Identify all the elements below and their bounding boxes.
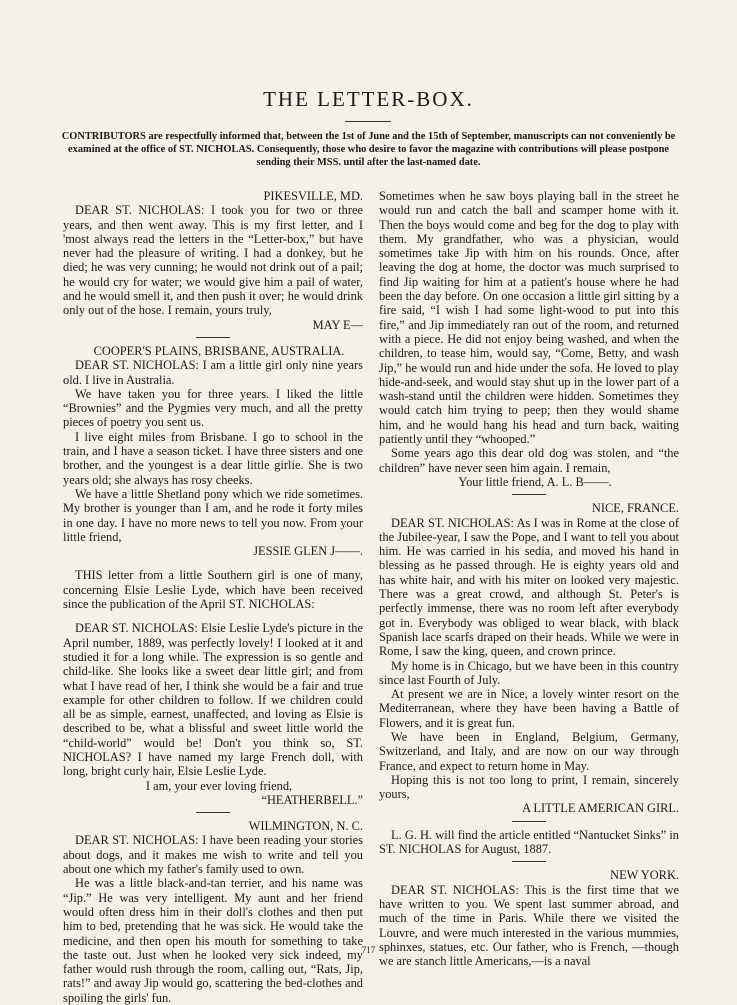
letter-divider: [512, 494, 546, 495]
letter-place: PIKESVILLE, MD.: [263, 189, 363, 203]
letter-paragraph: My home is in Chicago, but we have been in this country since last Fourth of July.: [379, 658, 679, 687]
letter-signature: MAY E—: [312, 317, 363, 332]
title-rule: [345, 121, 391, 122]
letter-paragraph: We have been in England, Belgium, Germany, Switzerland, and Italy, and are now on our way through France, and expect to return home in May.: [379, 729, 679, 773]
editor-intro: THIS letter from a little Southern girl is one of many, concerning Elsie Leslie Lyde, which have been received since the publication of the April ST. NICHOLAS:: [63, 568, 363, 612]
letter-divider: [196, 812, 230, 813]
page-number: 717: [361, 945, 376, 955]
editor-note: L. G. H. will find the article entitled “Nantucket Sinks” in ST. NICHOLAS for August, 1887.: [379, 827, 679, 857]
letter-signature: Your little friend, A. L. B——.: [458, 474, 612, 489]
spacer: [63, 558, 363, 568]
letter-place: NICE, FRANCE.: [591, 501, 679, 516]
spacer: [63, 611, 363, 621]
letter-paragraph: Hoping this is not too long to print, I remain, sincerely yours,: [379, 772, 679, 802]
letter-paragraph: He was a little black-and-tan terrier, and his name was “Jip.” He was very intelligent. My aunt and her friend would often dress him in their doll's clothes and then put him to bed, pretending that he was sick. He would take the medicine, and then open his mouth for something to take the taste out. Just when he looked very sick indeed, my father would rush through the room, calling out, “Rats, Jip, rats!” and away Jip would go, scattering the bed-clothes and spoiling the girls' fun.: [63, 876, 363, 1005]
letter-paragraph: DEAR ST. NICHOLAS: Elsie Leslie Lyde's picture in the April number, 1889, was perfectly lovely! I looked at it and studied it for a long while. The expression is so gentle and child-like. She looks like a sweet dear little girl; and from what I have read of her, I think she would be a fair and true example for other children to follow. If we children could all be as simple, earnest, unaffected, and loving as Elsie is described to be, what a blissful and sweet little world the “child-world” would be! Don't you think so, ST. NICHOLAS? I have named my large French doll, with long, bright curly hair, Elsie Leslie Lyde.: [63, 621, 363, 779]
letter-paragraph: I live eight miles from Brisbane. I go to school in the train, and I have a season ticket. I have three sisters and one brother, and the youngest is a dear little girlie. She is two years old; she always has rosy cheeks.: [63, 429, 363, 487]
letter-signature: JESSIE GLEN J——.: [253, 544, 363, 559]
letter-place: COOPER'S PLAINS, BRISBANE, AUSTRALIA.: [93, 343, 345, 358]
letter-closing: I am, your ever loving friend,: [145, 778, 293, 793]
page-title: THE LETTER-BOX.: [263, 87, 474, 111]
letter-place: NEW YORK.: [610, 868, 679, 883]
letter-paragraph: We have taken you for three years. I liked the little “Brownies” and the Pygmies very much, and all the pretty pieces of poetry you sent us.: [63, 386, 363, 430]
letter-paragraph: DEAR ST. NICHOLAS: As I was in Rome at the close of the Jubilee-year, I saw the Pope, and I want to tell you about him. He was carried in his sedia, and moved his hand in blessing as he passed through. He is eighty years old and has white hair, and with his miter on looked very majestic. There was a great crowd, and although St. Peter's is perfectly immense, there was no room left after everybody got in. Everybody was obliged to wear black, with black Spanish lace scarfs draped on their heads. While we were in Rome, I saw the king, queen, and crown prince.: [379, 515, 679, 659]
letter-paragraph: At present we are in Nice, a lovely winter resort on the Mediterranean, where they have been having a Battle of Flowers, and it is great fun.: [379, 687, 679, 730]
left-column: [63, 189, 363, 1005]
letter-paragraph: DEAR ST. NICHOLAS: I am a little girl only nine years old. I live in Australia.: [63, 358, 363, 387]
letter-paragraph: DEAR ST. NICHOLAS: This is the first time that we have written to you. We spent last summer abroad, and much of the time in Paris. While there we visited the Louvre, and were much interested in the various mummies, sphinxes, statues, etc. Our father, who is French, —though we are stanch little Americans,—is a naval: [379, 882, 679, 969]
letter-divider: [512, 821, 546, 822]
letter-paragraph: DEAR ST. NICHOLAS: I took you for two or three years, and then went away. This is my first letter, and I 'most always read the letters in the “Letter-box,” but have never had the pleasure of writing. I had a donkey, but he died; he was very cunning; he would not drink out of a pail; he would cry for water; we would give him a pail of water, and he would smell it, and then push it over; he would drink only out of the hose. I remain, yours truly,: [63, 203, 363, 318]
letter-signature: “HEATHERBELL.”: [261, 792, 363, 807]
letter-divider: [512, 861, 546, 862]
right-column: [379, 189, 679, 968]
letter-divider: [196, 337, 230, 338]
letter-paragraph: Sometimes when he saw boys playing ball in the street he would run and catch the ball and scamper home with it. Then the boys would come and beg for the dog to play with them. My grandfather, who was a physician, would sometimes take Jip with him on his rounds. Once, after leaving the dog at home, the doctor was much surprised to find Jip waiting for him at a patient's house where he had been the day before. On one occasion a little girl sitting by a fire said, “I wish I had some light-wood to put into this fire,” and Jip immediately ran out of the room, and returned with a piece. He did not enjoy being washed, and when the children, to tease him, would say, “Come, Betty, and wash Jip,” he would run and hide under the sofa. He loved to play hide-and-seek, and would stay shut up in the lower part of a wash-stand until the children were hidden. Sometimes they would catch him trying to peep; then they would shame him, and he would hang his head and turn back, waiting patiently until they “whooped.”: [379, 189, 679, 447]
letter-paragraph: DEAR ST. NICHOLAS: I have been reading your stories about dogs, and it makes me wish to write and tell you about one which my father's family used to own.: [63, 833, 363, 877]
letter-paragraph: Some years ago this dear old dog was stolen, and “the children” have never seen him again. I remain,: [379, 446, 679, 475]
letter-paragraph: We have a little Shetland pony which we ride sometimes. My brother is younger than I am, and he rode it forty miles in one day. I have no more news to tell you now. From your little friend,: [63, 486, 363, 544]
contributors-notice: CONTRIBUTORS are respectfully informed that, between the 1st of June and the 15th of September, manuscripts can not conveniently be examined at the office of ST. NICHOLAS. Consequently, those who desire to favor the magazine with contributions will please postpone sending their MSS. until after the last-named date.: [61, 131, 676, 168]
letter-signature: A LITTLE AMERICAN GIRL.: [522, 801, 679, 816]
letter-place: WILMINGTON, N. C.: [248, 819, 363, 834]
